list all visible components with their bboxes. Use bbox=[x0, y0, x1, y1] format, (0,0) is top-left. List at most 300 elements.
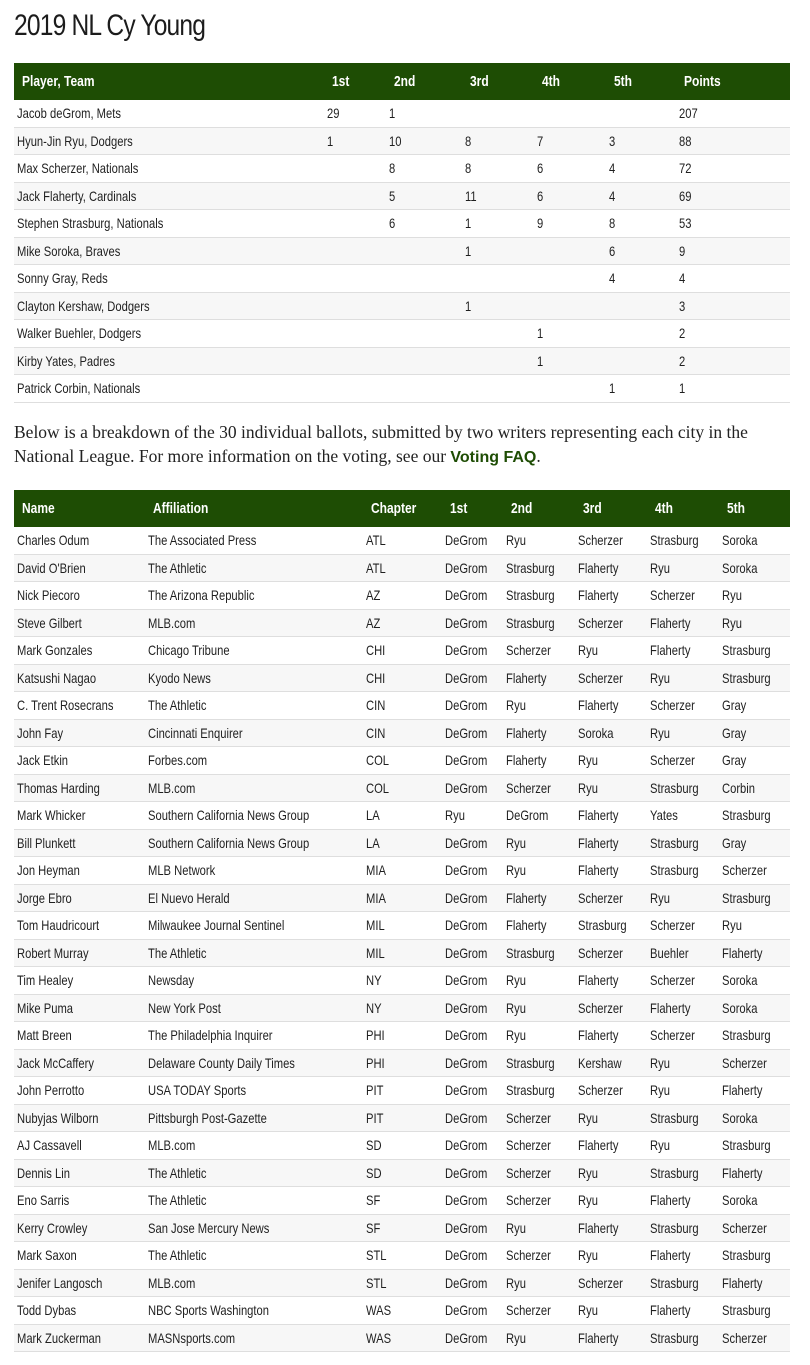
cell-text: 5 bbox=[389, 187, 396, 204]
cell-1st bbox=[442, 884, 503, 912]
cell-text: MLB.com bbox=[148, 779, 196, 796]
column-header-5th bbox=[719, 490, 790, 527]
cell-2nd bbox=[386, 375, 462, 403]
cell-5th bbox=[606, 265, 676, 293]
cell-text: DeGrom bbox=[445, 669, 488, 686]
table-row bbox=[14, 1049, 790, 1077]
cell-5th bbox=[719, 857, 790, 885]
cell-text: Mark Gonzales bbox=[17, 642, 93, 659]
cell-text: Flaherty bbox=[578, 1137, 619, 1154]
cell-name bbox=[14, 1022, 145, 1050]
cell-name bbox=[14, 1104, 145, 1132]
cell-text: Flaherty bbox=[650, 614, 691, 631]
table-row bbox=[14, 1022, 790, 1050]
ballots-header-row bbox=[14, 490, 790, 527]
column-header-label: 1st bbox=[450, 500, 468, 517]
cell-text: MLB.com bbox=[148, 1137, 196, 1154]
cell-text: CIN bbox=[366, 724, 386, 741]
cell-3rd bbox=[575, 1049, 647, 1077]
cell-4th bbox=[534, 375, 606, 403]
cell-text: Ryu bbox=[722, 917, 742, 934]
cell-3rd bbox=[575, 884, 647, 912]
cell-text: Ryu bbox=[506, 1274, 526, 1291]
cell-text: Scherzer bbox=[506, 1247, 551, 1264]
cell-text: 9 bbox=[537, 215, 544, 232]
cell-4th bbox=[534, 100, 606, 127]
cell-3rd bbox=[575, 939, 647, 967]
table-row bbox=[14, 1297, 790, 1325]
cell-text: Flaherty bbox=[650, 999, 691, 1016]
cell-player-team bbox=[14, 320, 324, 348]
cell-4th bbox=[647, 1297, 719, 1325]
cell-1st bbox=[442, 994, 503, 1022]
cell-text: Sonny Gray, Reds bbox=[17, 270, 108, 287]
cell-3rd bbox=[575, 994, 647, 1022]
cell-2nd bbox=[386, 182, 462, 210]
cell-chapter bbox=[363, 1049, 442, 1077]
cell-text: Jacob deGrom, Mets bbox=[17, 105, 121, 122]
cell-1st bbox=[442, 829, 503, 857]
cell-chapter bbox=[363, 774, 442, 802]
cell-chapter bbox=[363, 994, 442, 1022]
cell-text: 1 bbox=[465, 297, 472, 314]
cell-text: Scherzer bbox=[578, 1274, 623, 1291]
cell-text: 2 bbox=[679, 325, 686, 342]
cell-4th bbox=[534, 265, 606, 293]
cell-text: Scherzer bbox=[722, 1219, 767, 1236]
cell-text: 11 bbox=[465, 187, 477, 204]
cell-5th bbox=[719, 719, 790, 747]
cell-text: Mark Zuckerman bbox=[17, 1329, 102, 1346]
cell-text: The Athletic bbox=[148, 944, 207, 961]
cell-3rd bbox=[462, 375, 534, 403]
cell-5th bbox=[719, 1022, 790, 1050]
cell-text: Patrick Corbin, Nationals bbox=[17, 380, 141, 397]
cell-text: Scherzer bbox=[578, 999, 623, 1016]
cell-4th bbox=[647, 967, 719, 995]
cell-2nd bbox=[503, 994, 575, 1022]
cell-text: Gray bbox=[722, 697, 747, 714]
column-header-points bbox=[676, 63, 790, 100]
cell-4th bbox=[647, 1159, 719, 1187]
cell-text: 6 bbox=[537, 187, 544, 204]
cell-name bbox=[14, 719, 145, 747]
cell-text: Cincinnati Enquirer bbox=[148, 724, 243, 741]
cell-player-team bbox=[14, 127, 324, 155]
column-header-2nd bbox=[503, 490, 575, 527]
cell-3rd bbox=[575, 1324, 647, 1352]
cell-text: COL bbox=[366, 752, 390, 769]
table-row bbox=[14, 347, 790, 375]
cell-text: DeGrom bbox=[445, 587, 488, 604]
cell-text: SF bbox=[366, 1219, 381, 1236]
cell-text: Soroka bbox=[722, 559, 758, 576]
results-header-row bbox=[14, 63, 790, 100]
cell-5th bbox=[719, 774, 790, 802]
cell-2nd bbox=[503, 1242, 575, 1270]
cell-text: Flaherty bbox=[578, 587, 619, 604]
cell-chapter bbox=[363, 1269, 442, 1297]
cell-1st bbox=[324, 155, 386, 183]
cell-2nd bbox=[386, 237, 462, 265]
cell-text: DeGrom bbox=[445, 559, 488, 576]
cell-player-team bbox=[14, 182, 324, 210]
cell-1st bbox=[442, 664, 503, 692]
cell-text: Forbes.com bbox=[148, 752, 208, 769]
ballots-table bbox=[14, 490, 790, 1352]
cell-affiliation bbox=[145, 994, 363, 1022]
cell-chapter bbox=[363, 582, 442, 610]
cell-text: MLB.com bbox=[148, 614, 196, 631]
cell-3rd bbox=[575, 582, 647, 610]
ballots-body bbox=[14, 527, 790, 1352]
table-row bbox=[14, 1269, 790, 1297]
cell-3rd bbox=[575, 747, 647, 775]
cell-1st bbox=[324, 347, 386, 375]
cell-1st bbox=[442, 1077, 503, 1105]
cell-text: Eno Sarris bbox=[17, 1192, 70, 1209]
voting-faq-link[interactable]: Voting FAQ bbox=[450, 449, 537, 466]
cell-4th bbox=[647, 1187, 719, 1215]
cell-affiliation bbox=[145, 1297, 363, 1325]
cell-player-team bbox=[14, 347, 324, 375]
cell-name bbox=[14, 1049, 145, 1077]
cell-text: DeGrom bbox=[445, 1219, 488, 1236]
cell-3rd bbox=[462, 320, 534, 348]
cell-text: Scherzer bbox=[506, 1137, 551, 1154]
cell-text: Flaherty bbox=[650, 642, 691, 659]
cell-chapter bbox=[363, 1242, 442, 1270]
table-row bbox=[14, 100, 790, 127]
cell-text: Mark Whicker bbox=[17, 807, 86, 824]
cell-text: Walker Buehler, Dodgers bbox=[17, 325, 142, 342]
cell-text: Strasburg bbox=[650, 779, 699, 796]
cell-chapter bbox=[363, 912, 442, 940]
cell-text: Scherzer bbox=[650, 917, 695, 934]
results-body bbox=[14, 100, 790, 402]
cell-chapter bbox=[363, 692, 442, 720]
cell-name bbox=[14, 802, 145, 830]
cell-chapter bbox=[363, 829, 442, 857]
cell-text: AJ Cassavell bbox=[17, 1137, 82, 1154]
cell-affiliation bbox=[145, 1214, 363, 1242]
cell-text: LA bbox=[366, 834, 380, 851]
cell-text: Scherzer bbox=[722, 862, 767, 879]
cell-text: Ryu bbox=[578, 1109, 598, 1126]
cell-text: WAS bbox=[366, 1329, 392, 1346]
column-header-label: Player, Team bbox=[22, 73, 95, 90]
cell-2nd bbox=[386, 292, 462, 320]
cell-name bbox=[14, 1269, 145, 1297]
cell-4th bbox=[647, 1132, 719, 1160]
cell-text: DeGrom bbox=[445, 1137, 488, 1154]
cell-4th bbox=[647, 554, 719, 582]
column-header-label: 2nd bbox=[394, 73, 416, 90]
cell-text: Soroka bbox=[722, 999, 758, 1016]
cell-text: Scherzer bbox=[506, 1164, 551, 1181]
cell-text: DeGrom bbox=[445, 724, 488, 741]
cell-1st bbox=[442, 939, 503, 967]
column-header-label: 1st bbox=[332, 73, 350, 90]
cell-text: Flaherty bbox=[578, 1329, 619, 1346]
cell-text: Corbin bbox=[722, 779, 755, 796]
cell-text: WAS bbox=[366, 1302, 392, 1319]
cell-4th bbox=[647, 774, 719, 802]
cell-5th bbox=[606, 182, 676, 210]
cell-2nd bbox=[503, 939, 575, 967]
table-row bbox=[14, 829, 790, 857]
cell-text: The Athletic bbox=[148, 559, 207, 576]
cell-text: CHI bbox=[366, 669, 386, 686]
cell-text: PIT bbox=[366, 1109, 384, 1126]
column-header-label: Chapter bbox=[371, 500, 417, 517]
cell-3rd bbox=[462, 100, 534, 127]
cell-text: Flaherty bbox=[722, 944, 763, 961]
cell-text: Katsushi Nagao bbox=[17, 669, 97, 686]
cell-points bbox=[676, 320, 790, 348]
cell-text: ATL bbox=[366, 532, 386, 549]
cell-text: Milwaukee Journal Sentinel bbox=[148, 917, 285, 934]
cell-text: 6 bbox=[537, 160, 544, 177]
cell-text: ATL bbox=[366, 559, 386, 576]
cell-chapter bbox=[363, 609, 442, 637]
cell-text: The Athletic bbox=[148, 1164, 207, 1181]
cell-text: DeGrom bbox=[445, 1082, 488, 1099]
cell-affiliation bbox=[145, 1049, 363, 1077]
cell-text: Soroka bbox=[722, 972, 758, 989]
cell-text: El Nuevo Herald bbox=[148, 889, 230, 906]
cell-text: Max Scherzer, Nationals bbox=[17, 160, 139, 177]
cell-text: Flaherty bbox=[506, 917, 547, 934]
cell-affiliation bbox=[145, 1324, 363, 1352]
cell-3rd bbox=[575, 1132, 647, 1160]
cell-text: Scherzer bbox=[506, 1302, 551, 1319]
cell-3rd bbox=[575, 609, 647, 637]
column-header-label: 5th bbox=[727, 500, 745, 517]
cell-affiliation bbox=[145, 884, 363, 912]
cell-5th bbox=[719, 609, 790, 637]
cell-2nd bbox=[386, 347, 462, 375]
cell-text: 4 bbox=[679, 270, 686, 287]
cell-affiliation bbox=[145, 912, 363, 940]
cell-chapter bbox=[363, 1077, 442, 1105]
cell-5th bbox=[719, 1187, 790, 1215]
cell-3rd bbox=[462, 265, 534, 293]
cell-chapter bbox=[363, 637, 442, 665]
table-row bbox=[14, 1242, 790, 1270]
cell-text: AZ bbox=[366, 614, 381, 631]
cell-text: 53 bbox=[679, 215, 692, 232]
cell-1st bbox=[442, 554, 503, 582]
cell-chapter bbox=[363, 1132, 442, 1160]
cell-2nd bbox=[503, 1077, 575, 1105]
cell-5th bbox=[719, 967, 790, 995]
cell-name bbox=[14, 554, 145, 582]
cell-text: MIL bbox=[366, 917, 385, 934]
table-row bbox=[14, 884, 790, 912]
cell-text: Kershaw bbox=[578, 1054, 622, 1071]
cell-3rd bbox=[575, 1187, 647, 1215]
cell-name bbox=[14, 1297, 145, 1325]
cell-text: DeGrom bbox=[445, 999, 488, 1016]
cell-3rd bbox=[462, 347, 534, 375]
cell-text: Flaherty bbox=[650, 1192, 691, 1209]
cell-text: Yates bbox=[650, 807, 678, 824]
cell-2nd bbox=[503, 664, 575, 692]
cell-text: Strasburg bbox=[650, 834, 699, 851]
cell-text: MASNsports.com bbox=[148, 1329, 236, 1346]
column-header-label: 5th bbox=[614, 73, 632, 90]
cell-text: DeGrom bbox=[445, 752, 488, 769]
cell-2nd bbox=[503, 802, 575, 830]
cell-text: PHI bbox=[366, 1054, 385, 1071]
table-row bbox=[14, 237, 790, 265]
table-row bbox=[14, 582, 790, 610]
cell-5th bbox=[719, 829, 790, 857]
cell-4th bbox=[647, 1022, 719, 1050]
cell-4th bbox=[647, 884, 719, 912]
cell-1st bbox=[442, 582, 503, 610]
cell-player-team bbox=[14, 210, 324, 238]
cell-3rd bbox=[575, 664, 647, 692]
cell-text: Flaherty bbox=[578, 862, 619, 879]
cell-text: DeGrom bbox=[445, 889, 488, 906]
table-row bbox=[14, 912, 790, 940]
cell-text: Newsday bbox=[148, 972, 195, 989]
cell-text: Flaherty bbox=[506, 752, 547, 769]
cell-4th bbox=[647, 664, 719, 692]
cell-text: Todd Dybas bbox=[17, 1302, 77, 1319]
cell-text: DeGrom bbox=[445, 1192, 488, 1209]
cell-2nd bbox=[386, 127, 462, 155]
cell-text: Ryu bbox=[578, 1247, 598, 1264]
cell-3rd bbox=[575, 774, 647, 802]
cell-text: Scherzer bbox=[578, 669, 623, 686]
cell-text: Flaherty bbox=[578, 834, 619, 851]
cell-affiliation bbox=[145, 1077, 363, 1105]
cell-5th bbox=[719, 802, 790, 830]
cell-text: Thomas Harding bbox=[17, 779, 100, 796]
column-header-4th bbox=[647, 490, 719, 527]
table-row bbox=[14, 375, 790, 403]
cell-text: C. Trent Rosecrans bbox=[17, 697, 114, 714]
cell-player-team bbox=[14, 237, 324, 265]
cell-3rd bbox=[462, 292, 534, 320]
cell-4th bbox=[647, 912, 719, 940]
cell-text: LA bbox=[366, 807, 380, 824]
cell-2nd bbox=[503, 1187, 575, 1215]
cell-chapter bbox=[363, 1324, 442, 1352]
cell-text: Tom Haudricourt bbox=[17, 917, 100, 934]
cell-4th bbox=[534, 127, 606, 155]
cell-points bbox=[676, 127, 790, 155]
cell-3rd bbox=[575, 1159, 647, 1187]
cell-text: Ryu bbox=[650, 724, 670, 741]
cell-3rd bbox=[575, 1104, 647, 1132]
table-row bbox=[14, 210, 790, 238]
cell-5th bbox=[606, 347, 676, 375]
cell-1st bbox=[442, 747, 503, 775]
cell-text: STL bbox=[366, 1247, 387, 1264]
cell-text: 3 bbox=[609, 132, 616, 149]
cell-text: 207 bbox=[679, 105, 698, 122]
cell-chapter bbox=[363, 967, 442, 995]
cell-text: DeGrom bbox=[445, 1054, 488, 1071]
cell-player-team bbox=[14, 100, 324, 127]
cell-affiliation bbox=[145, 664, 363, 692]
cell-name bbox=[14, 637, 145, 665]
cell-4th bbox=[534, 237, 606, 265]
column-header-label: Name bbox=[22, 500, 55, 517]
cell-1st bbox=[324, 127, 386, 155]
cell-2nd bbox=[503, 1022, 575, 1050]
column-header-3rd bbox=[462, 63, 534, 100]
cell-text: Scherzer bbox=[506, 1192, 551, 1209]
cell-chapter bbox=[363, 802, 442, 830]
table-row bbox=[14, 664, 790, 692]
cell-4th bbox=[647, 802, 719, 830]
cell-text: Ryu bbox=[650, 1054, 670, 1071]
table-row bbox=[14, 127, 790, 155]
cell-1st bbox=[324, 210, 386, 238]
cell-2nd bbox=[503, 857, 575, 885]
column-header-affiliation bbox=[145, 490, 363, 527]
cell-text: 4 bbox=[609, 160, 616, 177]
cell-chapter bbox=[363, 719, 442, 747]
cell-name bbox=[14, 857, 145, 885]
cell-text: Flaherty bbox=[578, 807, 619, 824]
cell-text: CIN bbox=[366, 697, 386, 714]
cell-4th bbox=[647, 637, 719, 665]
cell-text: Strasburg bbox=[650, 1164, 699, 1181]
cell-text: John Fay bbox=[17, 724, 64, 741]
cell-text: CHI bbox=[366, 642, 386, 659]
cell-3rd bbox=[575, 719, 647, 747]
cell-text: Scherzer bbox=[506, 779, 551, 796]
cell-2nd bbox=[503, 1104, 575, 1132]
cell-name bbox=[14, 527, 145, 554]
cell-5th bbox=[606, 320, 676, 348]
cell-text: Flaherty bbox=[722, 1082, 763, 1099]
intro-paragraph bbox=[14, 420, 804, 470]
cell-text: Strasburg bbox=[722, 1027, 771, 1044]
cell-text: DeGrom bbox=[445, 779, 488, 796]
cell-1st bbox=[442, 637, 503, 665]
cell-text: PIT bbox=[366, 1082, 384, 1099]
cell-5th bbox=[719, 527, 790, 554]
cell-text: Flaherty bbox=[506, 889, 547, 906]
cell-4th bbox=[647, 994, 719, 1022]
cell-text: 72 bbox=[679, 160, 692, 177]
cell-1st bbox=[442, 1242, 503, 1270]
intro-text: Below is a breakdown of the 30 individual ballots, submitted by two writers representing each city in the National League. For more information on the voting, see our bbox=[14, 422, 748, 466]
cell-text: Scherzer bbox=[722, 1054, 767, 1071]
cell-2nd bbox=[386, 265, 462, 293]
cell-2nd bbox=[503, 692, 575, 720]
column-header-player-team bbox=[14, 63, 324, 100]
cell-4th bbox=[647, 939, 719, 967]
cell-affiliation bbox=[145, 554, 363, 582]
cell-text: DeGrom bbox=[445, 1027, 488, 1044]
cell-2nd bbox=[503, 1049, 575, 1077]
cell-5th bbox=[606, 210, 676, 238]
cell-2nd bbox=[503, 829, 575, 857]
cell-text: Strasburg bbox=[650, 532, 699, 549]
table-row bbox=[14, 692, 790, 720]
cell-text: Flaherty bbox=[578, 972, 619, 989]
cell-text: DeGrom bbox=[445, 972, 488, 989]
cell-text: Soroka bbox=[722, 532, 758, 549]
